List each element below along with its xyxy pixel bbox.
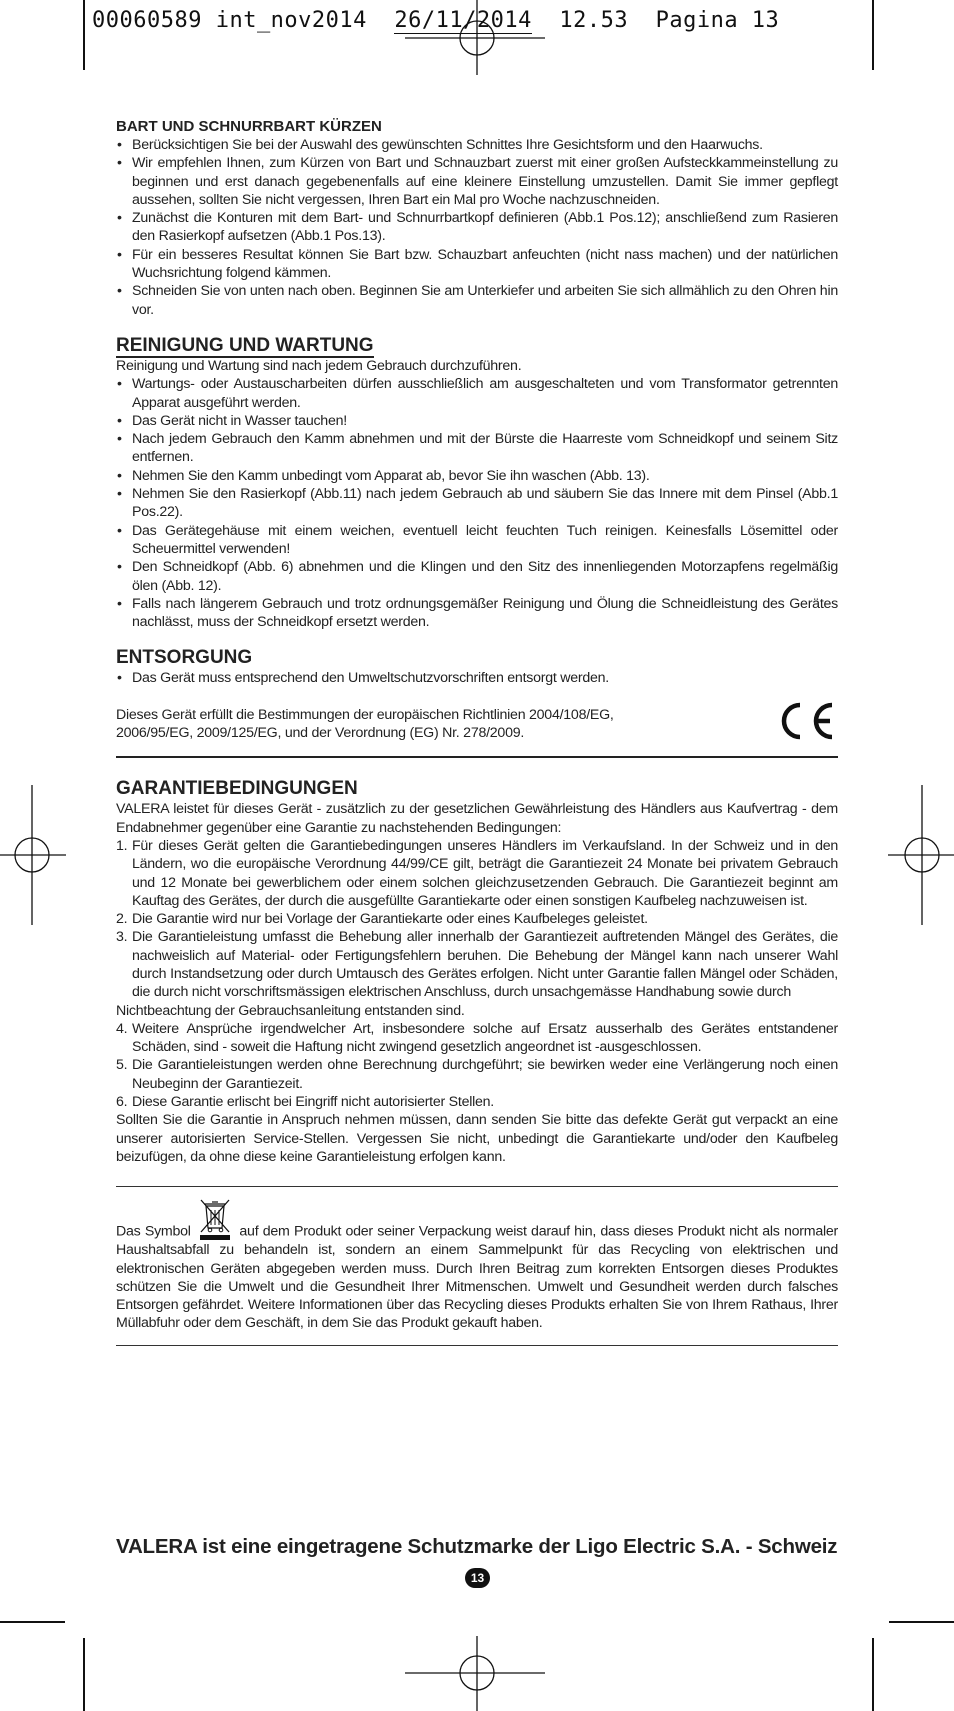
registration-mark-left bbox=[0, 785, 66, 925]
intro-list bbox=[116, 800, 838, 837]
section-heading: ENTSORGUNG bbox=[116, 647, 253, 669]
item-number: 3. bbox=[116, 929, 128, 946]
section-heading bbox=[116, 335, 838, 357]
list-item: • Nehmen Sie den Kamm unbedingt vom Apparat ab, bevor Sie ihn waschen (Abb. 13). bbox=[116, 467, 838, 485]
crop-mark bbox=[83, 0, 85, 70]
section-entsorgung bbox=[116, 647, 838, 758]
compliance-text: Dieses Gerät erfüllt die Bestimmungen der europäischen Richtlinien 2004/108/EG, 2006/95/EG, 2009/125/EG, und der Verordnung (EG) Nr. 278/2009. bbox=[116, 706, 614, 742]
weee-text-block bbox=[116, 1197, 838, 1332]
item-number: 1. bbox=[116, 837, 128, 854]
warranty-closing: Sollten Sie die Garantie in Anspruch nehmen müssen, dann senden Sie bitte das defekte Gerät gut verpackt an eine unserer autorisierten Service-Stellen. Vergessen Sie nicht, unbedingt die Garantiekarte und/oder den Kaufbeleg beizufügen, da ohne diese keine Garantieleistung erfolgen kann. bbox=[116, 1112, 838, 1165]
list-item: • Schneiden Sie von unten nach oben. Beginnen Sie am Unterkiefer und arbeiten Sie sich allmählich zu den Ohren hin vor. bbox=[116, 282, 838, 319]
crop-mark bbox=[872, 1638, 874, 1711]
list-item bbox=[116, 1056, 838, 1093]
list-item bbox=[116, 1093, 838, 1111]
item-number: 2. bbox=[116, 911, 128, 928]
registration-mark-right bbox=[888, 785, 954, 925]
item-text: Die Garantieleistungen werden ohne Berechnung durchgeführt; sie bewirken weder eine Verlängerung noch einen Neubeginn der Garantiezeit. bbox=[132, 1057, 838, 1092]
item-text: Die Garantie wird nur bei Vorlage der Garantiekarte oder eines Kaufbeleges geleistet. bbox=[132, 911, 648, 928]
item-number: 5. bbox=[116, 1057, 128, 1074]
print-page: Pagina 13 bbox=[655, 8, 780, 33]
section-intro: Reinigung und Wartung sind nach jedem Gebrauch durchzuführen. bbox=[116, 357, 522, 374]
list-item bbox=[116, 910, 838, 928]
item-text: Für dieses Gerät gelten die Garantiebedingungen unseres Händlers im Verkaufsland. In der Schweiz und in den Ländern, wo die europäische Verordnung 44/99/CE gilt, beträgt die Garantiezeit 24 Monate bei privatem Gebrauch und 12 Monate bei gewerblichem oder einem solchen gleichzusetzenden Gebrauch. Die Garantiezeit beginnt am Kauftag des Gerätes, der durch die ausgefüllte Garantiekarte oder einen sonstigen Kaufbeleg nachzuweisen ist. bbox=[132, 837, 838, 909]
section-weee bbox=[116, 1197, 838, 1332]
section-divider bbox=[116, 1345, 838, 1346]
crop-mark bbox=[872, 0, 874, 70]
compliance-block bbox=[116, 706, 838, 743]
section-heading: GARANTIEBEDINGUNGEN bbox=[116, 778, 358, 800]
list-item: • Das Gerätegehäuse mit einem weichen, eventuell leicht feuchten Tuch reinigen. Keinesfalls Lösemittel oder Scheuermittel verwenden! bbox=[116, 522, 838, 559]
item-text: Weitere Ansprüche irgendwelcher Art, insbesondere solche auf Ersatz ausserhalb des Gerätes entstandener Schäden, sind - soweit die Haftung nicht zwingend gesetzlich angeordnet ist -ausgeschlossen. bbox=[132, 1020, 838, 1056]
list-item: • Wartungs- oder Austauscharbeiten dürfen ausschließlich am ausgeschalteten und vom Transformator getrennten Apparat ausgeführt werden. bbox=[116, 375, 838, 412]
list-item bbox=[116, 1020, 838, 1057]
list-item bbox=[116, 928, 838, 1001]
list-item bbox=[116, 837, 838, 910]
section-bart bbox=[116, 118, 838, 319]
list-item: • Berücksichtigen Sie bei der Auswahl des gewünschten Schnittes Ihre Gesichtsform und den Haarwuchs. bbox=[116, 136, 838, 154]
warranty-intro-text: VALERA leistet für dieses Gerät - zusätzlich zu der gesetzlichen Gewährleistung des Händlers aus Kaufvertrag - dem Endabnehmer gegenüber eine Garantie zu nachstehenden Bedingungen: bbox=[116, 801, 838, 836]
weee-text: auf dem Produkt oder seiner Verpackung weist darauf hin, dass dieses Produkt nicht als normaler Haushaltsabfall zu behandeln ist, sondern an einem Sammelpunkt für das Recycling von elektrischen und elektronischen Geräten abgegeben werden muss. Durch Ihren Beitrag zum korrekten Entsorgen dieses Produktes schützen Sie die Umwelt und die Gesundheit Ihrer Mitmenschen. Umwelt und Gesundheit werden durch falsches Entsorgen gefährdet. Weitere Informationen über das Recycling dieses Produkts erhalten Sie von Ihrem Rathaus, Ihrer Müllabfuhr oder dem Geschäft, in dem Sie das Produkt gekauft haben. bbox=[116, 1223, 838, 1332]
item-continuation: Nichtbeachtung der Gebrauchsanleitung entstanden sind. bbox=[116, 1002, 465, 1019]
print-time: 12.53 bbox=[559, 8, 629, 33]
manual-page-content bbox=[116, 118, 838, 1346]
warranty-intro bbox=[116, 800, 838, 837]
registration-mark-top bbox=[405, 0, 545, 75]
registration-mark-bottom bbox=[405, 1636, 545, 1711]
print-job: 00060589 int_nov2014 bbox=[92, 8, 367, 33]
list-item: • Nach jedem Gebrauch den Kamm abnehmen und mit der Bürste die Haarreste vom Schneidkopf und seinem Sitz entfernen. bbox=[116, 430, 838, 467]
weee-lead: Das Symbol bbox=[116, 1223, 191, 1240]
bullet-list bbox=[116, 375, 838, 631]
bullet-list bbox=[116, 136, 838, 319]
list-item: • Den Schneidkopf (Abb. 6) abnehmen und die Klingen und den Sitz des innenliegenden Motorzapfens regelmäßig ölen (Abb. 12). bbox=[116, 558, 838, 595]
print-date: 26/11/2014 bbox=[394, 8, 532, 33]
bullet-list bbox=[116, 669, 838, 687]
section-garantie bbox=[116, 778, 838, 1166]
page-number-badge: 13 bbox=[465, 1568, 490, 1588]
section-reinigung bbox=[116, 335, 838, 631]
list-item: • Das Gerät muss entsprechend den Umweltschutzvorschriften entsorgt werden. bbox=[116, 669, 838, 687]
crossed-out-wheelie-bin-icon bbox=[195, 1197, 235, 1241]
numbered-list bbox=[116, 837, 838, 1002]
crop-mark bbox=[889, 1621, 954, 1623]
crop-mark bbox=[0, 1621, 65, 1623]
trademark-notice: VALERA ist eine eingetragene Schutzmarke der Ligo Electric S.A. - Schweiz bbox=[116, 1535, 838, 1558]
numbered-list bbox=[116, 1020, 838, 1111]
list-item: • Falls nach längerem Gebrauch und trotz ordnungsgemäßer Reinigung und Ölung die Schneidleistung des Gerätes nachlässt, muss der Schneidkopf ersetzt werden. bbox=[116, 595, 838, 632]
section-heading-text: REINIGUNG UND WARTUNG bbox=[116, 334, 374, 356]
section-heading: BART UND SCHNURRBART KÜRZEN bbox=[116, 118, 382, 135]
item-number: 6. bbox=[116, 1094, 128, 1111]
list-item: • Für ein besseres Resultat können Sie Bart bzw. Schauzbart anfeuchten (nicht nass machen) und der natürlichen Wuchsrichtung folgend kämmen. bbox=[116, 246, 838, 283]
list-item: • Zunächst die Konturen mit dem Bart- und Schnurrbartkopf definieren (Abb.1 Pos.12); anschließend zum Rasieren den Rasierkopf aufsetzen (Abb.1 Pos.13). bbox=[116, 209, 838, 246]
list-item: • Das Gerät nicht in Wasser tauchen! bbox=[116, 412, 838, 430]
ce-mark-icon bbox=[776, 700, 836, 742]
item-text: Diese Garantie erlischt bei Eingriff nicht autorisierter Stellen. bbox=[132, 1094, 494, 1111]
item-number: 4. bbox=[116, 1020, 128, 1037]
list-item: • Nehmen Sie den Rasierkopf (Abb.11) nach jedem Gebrauch ab und säubern Sie das Innere mit dem Pinsel (Abb.1 Pos.22). bbox=[116, 485, 838, 522]
crop-mark bbox=[83, 1638, 85, 1711]
item-text: Die Garantieleistung umfasst die Behebung aller innerhalb der Garantiezeit auftretenden Mängel des Gerätes, die nachweislich auf Material- oder Fertigungsfehlern beruhen. Die Behebung der Mängel kann nach unserer Wahl durch Instandsetzung oder durch Umtausch des Gerätes erfolgen. Nicht unter Garantie fallen Mängel oder Schäden, die durch nicht vorschriftsmässigen elektrischen Anschluss, durch unsachgemässe Handhabung sowie durch bbox=[132, 929, 838, 1001]
list-item: • Wir empfehlen Ihnen, zum Kürzen von Bart und Schnauzbart zuerst mit einer großen Aufsteckkammeinstellung zu beginnen und erst danach gegebenenfalls auf eine kleinere Einstellung umzustellen. Damit Sie immer gepflegt aussehen, sollten Sie nicht vergessen, Ihren Bart ein Mal pro Woche nachzuschneiden. bbox=[116, 154, 838, 209]
